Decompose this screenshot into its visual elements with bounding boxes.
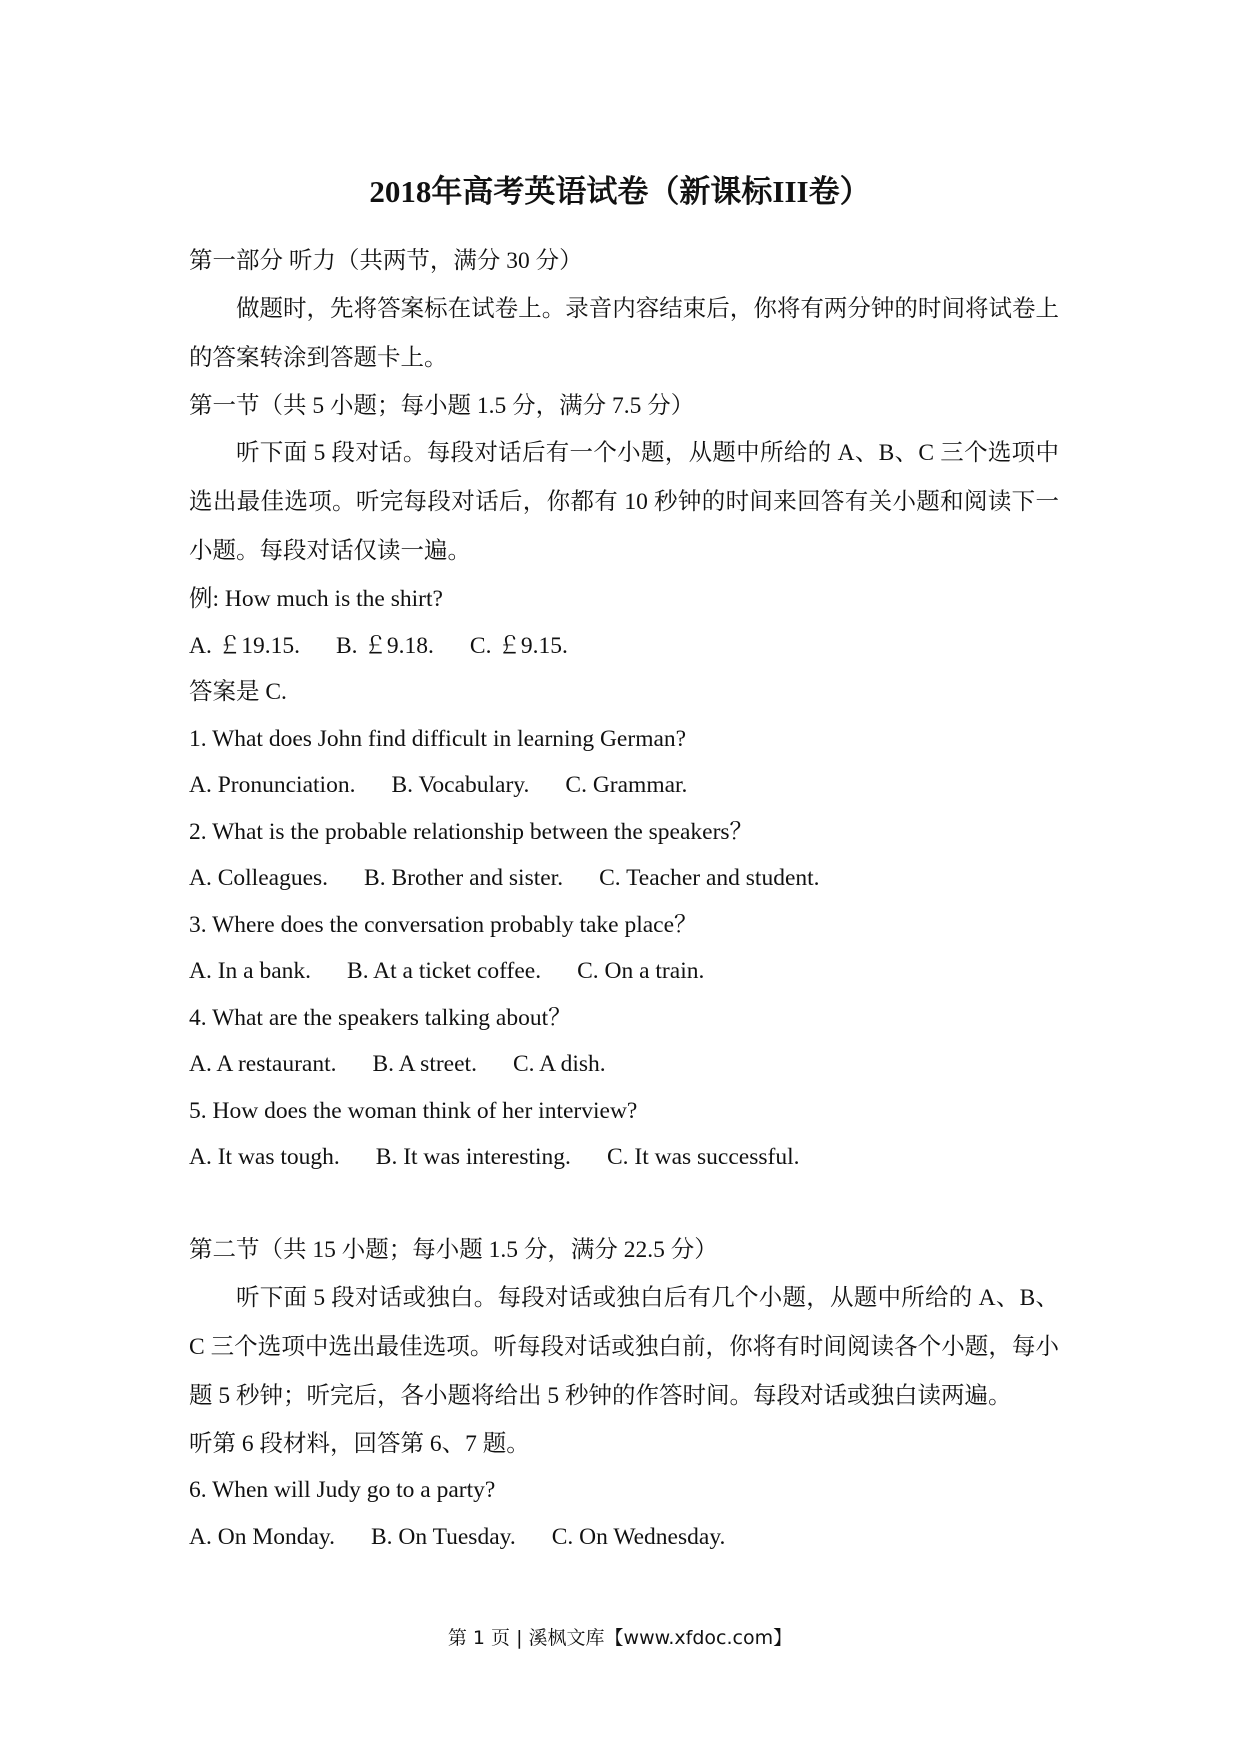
option-b: B. Vocabulary. — [391, 772, 530, 798]
question-6: 6. When will Judy go to a party? — [189, 1477, 496, 1503]
question-6-options — [189, 1514, 1059, 1561]
part1-heading: 第一部分 听力（共两节，满分 30 分） — [189, 248, 583, 274]
question-4-options — [189, 1041, 1059, 1088]
question-5: 5. How does the woman think of her interview? — [189, 1097, 638, 1124]
option-c: C. On Wednesday. — [551, 1523, 726, 1550]
material-6-note: 听第 6 段材料，回答第 6、7 题。 — [189, 1430, 530, 1457]
page-title: 2018年高考英语试卷（新课标III卷） — [369, 174, 871, 209]
section1-heading: 第一节（共 5 小题；每小题 1.5 分，满分 7.5 分） — [189, 392, 695, 419]
option-b: B. It was interesting. — [375, 1144, 571, 1170]
option-b: B. At a ticket coffee. — [347, 958, 542, 984]
example-option-c: C. ￡9.15. — [469, 632, 568, 659]
option-b: B. On Tuesday. — [371, 1523, 516, 1550]
question-1-options — [189, 762, 1059, 809]
example-option-a: A. ￡19.15. — [189, 632, 300, 659]
example-options — [189, 623, 1059, 670]
intro-paragraph: 做题时，先将答案标在试卷上。录音内容结束后，你将有两分钟的时间将试卷上的答案转涂到答题卡上。 — [189, 295, 1059, 371]
document-body — [189, 238, 1059, 1560]
question-2: 2. What is the probable relationship between the speakers？ — [189, 818, 754, 845]
option-a: A. Colleagues. — [189, 865, 329, 891]
option-c: C. Teacher and student. — [599, 865, 820, 891]
option-a: A. A restaurant. — [189, 1051, 337, 1077]
section2-instructions: 听下面 5 段对话或独白。每段对话或独白后有几个小题，从题中所给的 A、B、C 三个选项中选出最佳选项。听每段对话或独白前，你将有时间阅读各个小题，每小题 5 秒钟；听完后，各小题将给出 5 秒钟的作答时间。每段对话或独白读两遍。 — [189, 1284, 1059, 1409]
option-c: C. On a train. — [577, 958, 705, 984]
option-b: B. Brother and sister. — [364, 865, 564, 891]
question-3-options — [189, 948, 1059, 995]
section-spacer — [189, 1181, 1059, 1228]
option-b: B. A street. — [372, 1051, 477, 1077]
option-a: A. It was tough. — [189, 1144, 340, 1170]
page-footer: 第 1 页 | 溪枫文库【www.xfdoc.com】 — [447, 1627, 793, 1649]
option-c: C. A dish. — [512, 1051, 606, 1077]
example-question: 例: How much is the shirt? — [189, 586, 443, 612]
option-c: C. It was successful. — [606, 1144, 800, 1170]
example-option-b: B. ￡9.18. — [335, 632, 434, 659]
question-1: 1. What does John find difficult in learning German? — [189, 725, 687, 752]
question-4: 4. What are the speakers talking about？ — [189, 1004, 572, 1031]
question-3: 3. Where does the conversation probably take place？ — [189, 911, 698, 938]
example-answer: 答案是 C. — [189, 679, 287, 705]
option-a: A. Pronunciation. — [189, 772, 356, 798]
question-2-options — [189, 855, 1059, 902]
section1-instructions: 听下面 5 段对话。每段对话后有一个小题，从题中所给的 A、B、C 三个选项中选出最佳选项。听完每段对话后，你都有 10 秒钟的时间来回答有关小题和阅读下一小题。每段对话仅读一遍。 — [189, 440, 1059, 564]
section2-heading: 第二节（共 15 小题；每小题 1.5 分，满分 22.5 分） — [189, 1237, 718, 1263]
option-c: C. Grammar. — [565, 772, 688, 798]
option-a: A. In a bank. — [189, 958, 312, 984]
question-5-options — [189, 1134, 1059, 1181]
option-a: A. On Monday. — [189, 1523, 335, 1550]
